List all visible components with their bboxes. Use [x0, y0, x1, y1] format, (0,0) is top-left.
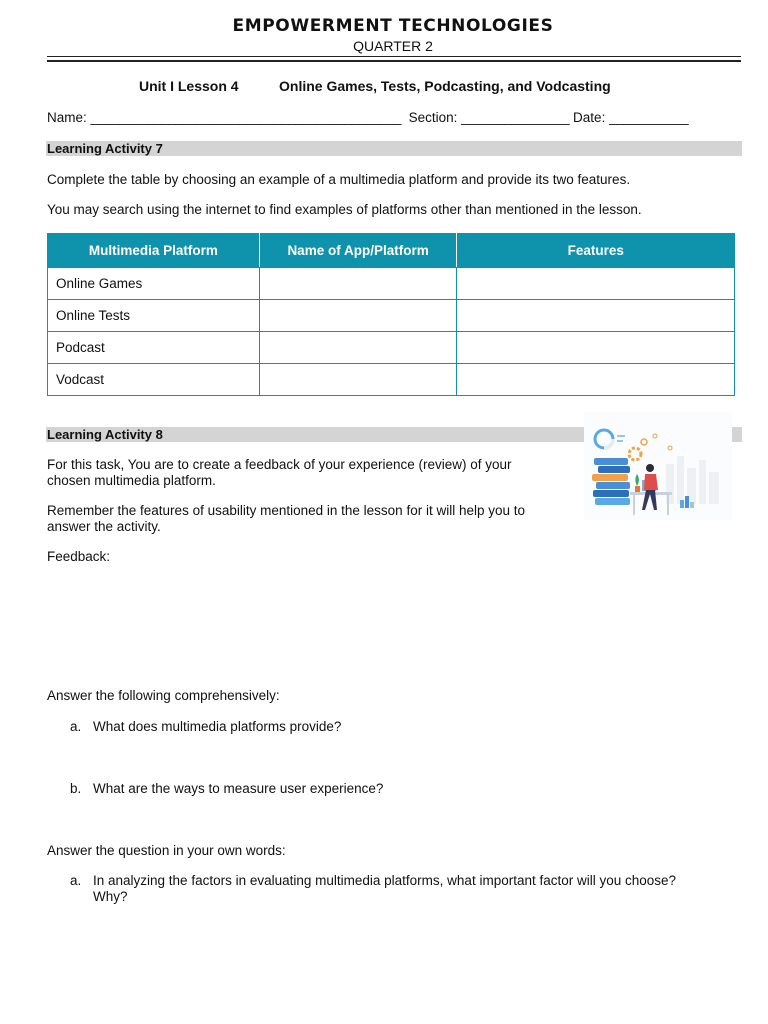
table-row — [48, 364, 735, 396]
feedback-answer-area[interactable] — [47, 568, 741, 678]
document-subtitle: QUARTER 2 — [353, 38, 433, 54]
question-letter: b. — [70, 781, 82, 796]
platform-cell: Podcast — [48, 332, 260, 364]
features-cell[interactable] — [457, 332, 735, 364]
question-a — [70, 719, 341, 735]
header-rule-thin — [47, 56, 741, 57]
platform-table — [47, 233, 735, 396]
student-info-fields — [47, 110, 688, 125]
own-words-intro: Answer the question in your own words: — [47, 843, 286, 858]
activity8-paragraph-2 — [47, 503, 525, 535]
activity7-heading: Learning Activity 7 — [46, 141, 742, 156]
own-words-question — [70, 873, 676, 905]
answer-area-own-words[interactable] — [93, 910, 733, 1000]
own-words-question-line-2: Why? — [93, 889, 128, 904]
lesson-topic: Online Games, Tests, Podcasting, and Vodcasting — [279, 78, 611, 94]
activity7-instruction-2: You may search using the internet to find examples of platforms other than mentioned in the lesson. — [47, 202, 642, 217]
table-row — [48, 268, 735, 300]
question-letter: a. — [70, 873, 82, 888]
app-name-cell[interactable] — [259, 300, 457, 332]
platform-cell: Online Tests — [48, 300, 260, 332]
table-header-features: Features — [457, 234, 735, 268]
answer-area-b[interactable] — [93, 800, 733, 840]
features-cell[interactable] — [457, 300, 735, 332]
table-header-app-name: Name of App/Platform — [259, 234, 457, 268]
question-text: What does multimedia platforms provide? — [93, 719, 342, 734]
answer-area-a[interactable] — [93, 738, 733, 778]
table-header-platform: Multimedia Platform — [48, 234, 260, 268]
activity8-paragraph-2-line-2: answer the activity. — [47, 519, 161, 534]
question-b — [70, 781, 383, 797]
activity8-heading: Learning Activity 8 — [46, 427, 742, 442]
features-cell[interactable] — [457, 364, 735, 396]
section-label: Section: — [408, 110, 458, 125]
question-text: What are the ways to measure user experience? — [93, 781, 384, 796]
app-name-cell[interactable] — [259, 364, 457, 396]
app-name-cell[interactable] — [259, 332, 457, 364]
table-row — [48, 300, 735, 332]
table-row — [48, 332, 735, 364]
table-header-row — [48, 234, 735, 268]
features-cell[interactable] — [457, 268, 735, 300]
person-at-desk-with-books-illustration-icon — [584, 412, 732, 520]
comprehension-intro: Answer the following comprehensively: — [47, 688, 280, 703]
platform-cell: Online Games — [48, 268, 260, 300]
date-label: Date: — [573, 110, 606, 125]
document-title: EMPOWERMENT TECHNOLOGIES — [232, 16, 554, 36]
app-name-cell[interactable] — [259, 268, 457, 300]
feedback-label: Feedback: — [47, 549, 111, 564]
header-rule-thick — [47, 60, 741, 62]
platform-cell: Vodcast — [48, 364, 260, 396]
activity8-paragraph-1-line-2: chosen multimedia platform. — [47, 473, 216, 488]
name-blank[interactable]: ____________________________________________ — [90, 110, 402, 125]
lesson-unit: Unit I Lesson 4 — [139, 78, 239, 94]
activity8-paragraph-1 — [47, 457, 512, 489]
section-blank[interactable]: _______________ — [461, 110, 570, 125]
activity8-paragraph-1-line-1: For this task, You are to create a feedback of your experience (review) of your — [47, 457, 512, 472]
activity8-paragraph-2-line-1: Remember the features of usability mentioned in the lesson for it will help you to — [47, 503, 525, 518]
question-letter: a. — [70, 719, 82, 734]
date-blank[interactable]: ___________ — [609, 110, 689, 125]
activity7-instruction-1: Complete the table by choosing an example of a multimedia platform and provide its two features. — [47, 172, 631, 187]
own-words-question-line-1: In analyzing the factors in evaluating multimedia platforms, what important factor will you choose? — [93, 873, 677, 888]
name-label: Name: — [47, 110, 87, 125]
